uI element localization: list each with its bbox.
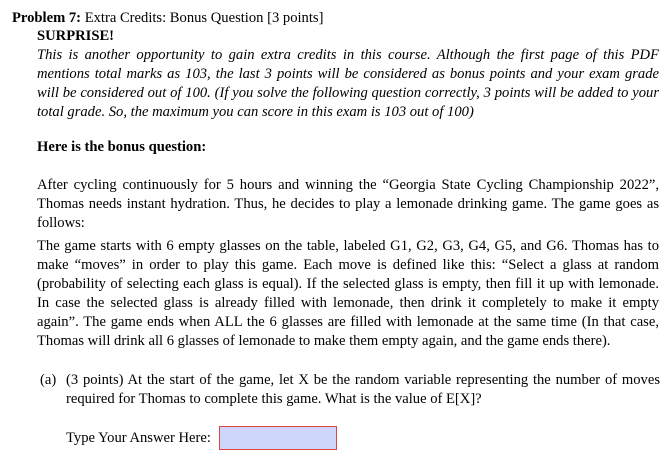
bonus-question-heading: Here is the bonus question:	[37, 139, 207, 155]
question-label: (a)	[40, 372, 57, 388]
surprise-heading: SURPRISE!	[37, 28, 115, 44]
answer-label: Type Your Answer Here:	[66, 429, 211, 446]
question-a	[40, 371, 660, 409]
problem-title: Extra Credits: Bonus Question [3 points]	[81, 10, 324, 26]
game-rules-paragraph: The game starts with 6 empty glasses on the table, labeled G1, G2, G3, G4, G5, and G6. Thomas has to make “moves” in order to play this game. Each move is defined like this: “Select a glass at random (probability of selecting each glass is equal). If the selected glass is empty, then fill it up with lemonade. In case the selected glass is already filled with lemonade, then drink it completely to make it empty again”. The game ends when ALL the 6 glasses are filled with lemonade at the same time (In that case, Thomas will drink all 6 glasses of lemonade to make them empty again, and the game ends there).	[37, 238, 659, 349]
intro-paragraph: This is another opportunity to gain extra credits in this course. Although the first page of this PDF mentions total marks as 103, the last 3 points will be considered as bonus points and your exam grade will be considered out of 100. (If you solve the following question correctly, 3 points will be added to your total grade. So, the maximum you can score in this exam is 103 out of 100)	[37, 47, 659, 120]
story-paragraph: After cycling continuously for 5 hours and winning the “Georgia State Cycling Championship 2022”, Thomas needs instant hydration. Thus, he decides to play a lemonade drinking game. The game goes as follows:	[37, 177, 659, 231]
answer-input[interactable]	[219, 426, 337, 450]
answer-row	[66, 426, 337, 450]
question-text: (3 points) At the start of the game, let X be the random variable representing the number of moves required for Thomas to complete this game. What is the value of E[X]?	[66, 372, 660, 407]
problem-label: Problem 7:	[12, 10, 82, 26]
problem-heading	[12, 9, 323, 28]
